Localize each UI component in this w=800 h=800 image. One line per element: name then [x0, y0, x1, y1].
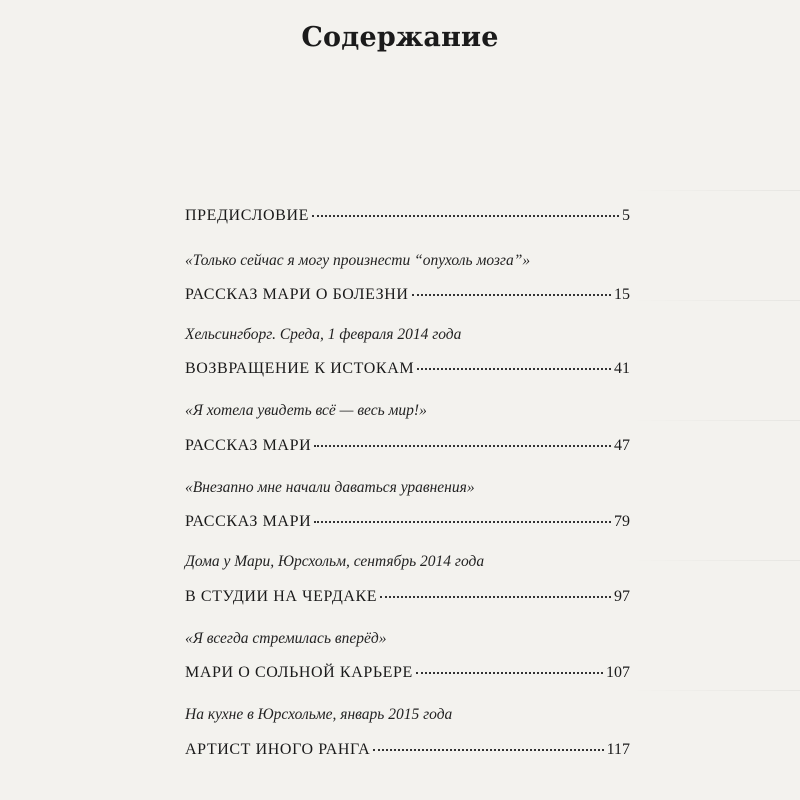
dot-leader — [312, 214, 619, 217]
toc-entry-subtitle: «Я хотела увидеть всё — весь мир!» — [185, 402, 427, 419]
toc-entry — [185, 207, 630, 225]
dot-leader — [417, 367, 611, 370]
page-title: Содержание — [301, 22, 499, 53]
toc-entry-title: РАССКАЗ МАРИ — [185, 437, 312, 454]
toc-entry-page: 79 — [614, 513, 630, 530]
show-through-line — [630, 420, 800, 421]
toc-entry-page: 41 — [614, 360, 630, 377]
toc-entry — [185, 741, 630, 759]
toc-entry-page: 117 — [606, 741, 630, 758]
toc-entry-subtitle: «Только сейчас я могу произнести “опухоль мозга”» — [185, 252, 531, 269]
toc-entry-subtitle: На кухне в Юрсхольме, январь 2015 года — [185, 706, 453, 723]
toc-entry-title: ПРЕДИСЛОВИЕ — [185, 207, 309, 224]
toc-entry-page: 47 — [614, 437, 630, 454]
toc-entry — [185, 588, 630, 606]
toc-entry-title: АРТИСТ ИНОГО РАНГА — [185, 741, 371, 758]
dot-leader — [412, 293, 611, 296]
toc-entry — [185, 513, 630, 531]
toc-entry-subtitle: «Внезапно мне начали даваться уравнения» — [185, 479, 475, 496]
show-through-line — [630, 690, 800, 691]
toc-entry-title: РАССКАЗ МАРИ — [185, 513, 312, 530]
show-through-line — [630, 560, 800, 561]
dot-leader — [373, 748, 603, 751]
toc-entry-page: 15 — [614, 286, 630, 303]
toc-entry — [185, 360, 630, 378]
toc-entry — [185, 286, 630, 304]
toc-entry-page: 107 — [606, 664, 630, 681]
toc-entry-page: 97 — [614, 588, 630, 605]
dot-leader — [380, 595, 611, 598]
toc-entry-subtitle: «Я всегда стремилась вперёд» — [185, 630, 387, 647]
toc-entry-title: В СТУДИИ НА ЧЕРДАКЕ — [185, 588, 378, 605]
toc-entry-page: 5 — [622, 207, 630, 224]
dot-leader — [416, 671, 603, 674]
toc-entry — [185, 437, 630, 455]
dot-leader — [314, 444, 611, 447]
toc-entry-title: РАССКАЗ МАРИ О БОЛЕЗНИ — [185, 286, 409, 303]
show-through-line — [630, 190, 800, 191]
toc-entry — [185, 664, 630, 682]
toc-entry-subtitle: Хельсингборг. Среда, 1 февраля 2014 года — [185, 326, 462, 343]
toc-entry-title: ВОЗВРАЩЕНИЕ К ИСТОКАМ — [185, 360, 415, 377]
toc-entry-subtitle: Дома у Мари, Юрсхольм, сентябрь 2014 года — [185, 553, 485, 570]
toc-entry-title: МАРИ О СОЛЬНОЙ КАРЬЕРЕ — [185, 664, 413, 681]
dot-leader — [314, 520, 611, 523]
show-through-line — [630, 300, 800, 301]
